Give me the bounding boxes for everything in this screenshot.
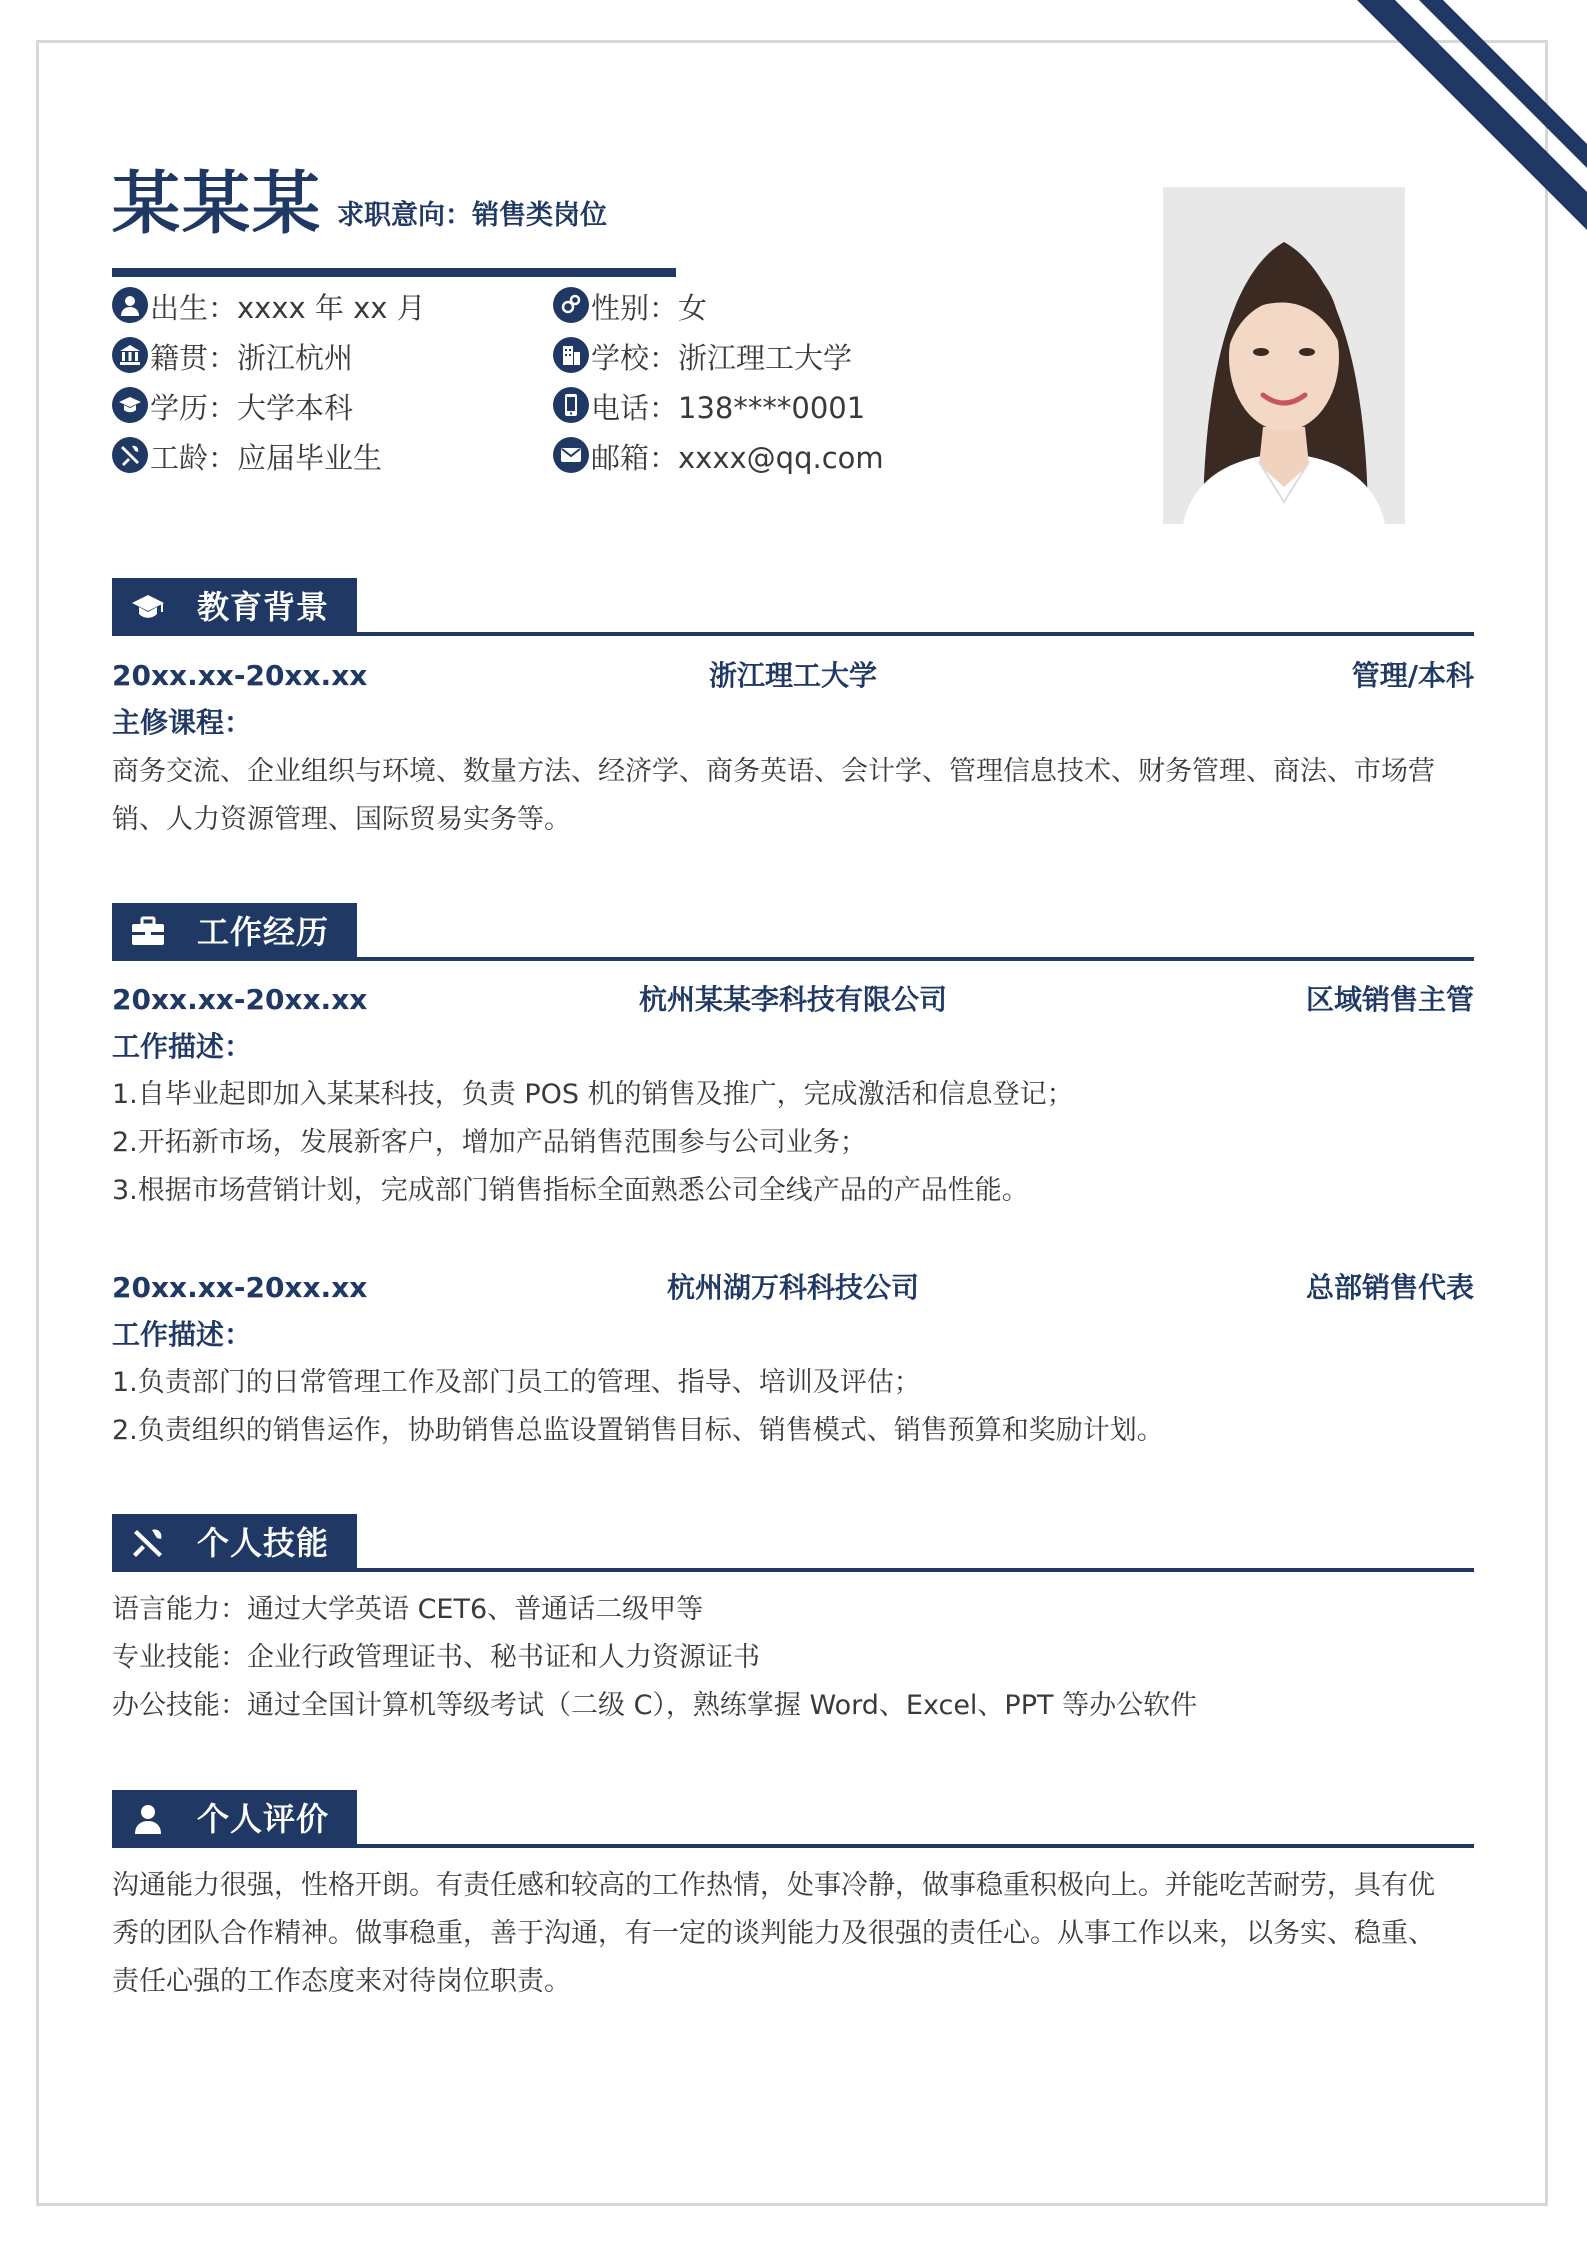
- section-header-evaluation: [112, 1790, 1474, 1850]
- info-birth: 出生：xxxx 年 xx 月: [112, 286, 426, 330]
- section-title: 工作经历: [197, 913, 330, 951]
- job-desc-item: 3.根据市场营销计划，完成部门销售指标全面熟悉公司全线产品的产品性能。: [112, 1175, 1029, 1206]
- graduation-cap-icon: [130, 591, 166, 623]
- job-desc-item: 1.自毕业起即加入某某科技，负责 POS 机的销售及推广，完成激活和信息登记；: [112, 1079, 1074, 1110]
- section-rule: [112, 632, 1474, 636]
- skill-item: 语言能力：通过大学英语 CET6、普通话二级甲等: [112, 1594, 704, 1625]
- briefcase-icon: [130, 916, 166, 948]
- section-title: 个人评价: [197, 1800, 330, 1838]
- education-row: [112, 656, 1474, 696]
- job-company: 杭州某某李科技有限公司: [638, 983, 947, 1016]
- job-desc-item: 1.负责部门的日常管理工作及部门员工的管理、指导、培训及评估；: [112, 1367, 921, 1398]
- evaluation-text-line: 秀的团队合作精神。做事稳重，善于沟通，有一定的谈判能力及很强的责任心。从事工作以来，以务实、稳重、: [112, 1918, 1435, 1949]
- courses-text-line-1: 商务交流、企业组织与环境、数量方法、经济学、商务英语、会计学、管理信息技术、财务管理、商法、市场营: [112, 756, 1435, 787]
- evaluation-text-line: 责任心强的工作态度来对待岗位职责。: [112, 1966, 571, 1997]
- info-school: 学校：浙江理工大学: [553, 336, 852, 380]
- job-desc-label: 工作描述：: [112, 1030, 253, 1063]
- profile-photo: [1163, 187, 1405, 524]
- job-position: 总部销售代表: [1305, 1271, 1474, 1304]
- job-row: [112, 980, 1474, 1020]
- section-header-education: [112, 578, 1474, 638]
- job-desc-label: 工作描述：: [112, 1318, 253, 1351]
- courses-text-line-2: 销、人力资源管理、国际贸易实务等。: [112, 804, 571, 835]
- person-icon: [130, 1803, 166, 1835]
- courses-label: 主修课程：: [112, 706, 253, 739]
- section-tab: [112, 1514, 357, 1572]
- person-icon: [112, 287, 148, 323]
- job-period: 20xx.xx-20xx.xx: [112, 1271, 368, 1304]
- education-school: 浙江理工大学: [708, 659, 877, 692]
- phone-icon: [553, 387, 589, 423]
- job-desc-item: 2.负责组织的销售运作，协助销售总监设置销售目标、销售模式、销售预算和奖励计划。: [112, 1415, 1164, 1446]
- job-desc-item: 2.开拓新市场，发展新客户，增加产品销售范围参与公司业务；: [112, 1127, 867, 1158]
- info-experience: 工龄：应届毕业生: [112, 436, 382, 480]
- section-header-work: [112, 903, 1474, 963]
- info-education: 学历：大学本科: [112, 386, 353, 430]
- job-row: [112, 1268, 1474, 1308]
- candidate-name: 某某某: [112, 165, 323, 244]
- section-header-skills: [112, 1514, 1474, 1574]
- info-email: 邮箱：xxxx@qq.com: [553, 436, 884, 480]
- info-phone: 电话：138****0001: [553, 386, 865, 430]
- bank-icon: [112, 337, 148, 373]
- skill-item: 办公技能：通过全国计算机等级考试（二级 C），熟练掌握 Word、Excel、PPT 等办公软件: [112, 1690, 1198, 1721]
- building-icon: [553, 337, 589, 373]
- section-title: 教育背景: [197, 588, 330, 626]
- section-rule: [112, 957, 1474, 961]
- section-tab: [112, 578, 357, 636]
- job-period: 20xx.xx-20xx.xx: [112, 983, 368, 1016]
- graduation-cap-icon: [112, 387, 148, 423]
- education-period: 20xx.xx-20xx.xx: [112, 659, 368, 692]
- tools-icon: [130, 1527, 166, 1559]
- section-rule: [112, 1568, 1474, 1572]
- evaluation-text-line: 沟通能力很强，性格开朗。有责任感和较高的工作热情，处事冷静，做事稳重积极向上。并能吃苦耐劳，具有优: [112, 1870, 1435, 1901]
- mail-icon: [553, 437, 589, 473]
- info-hometown: 籍贯：浙江杭州: [112, 336, 353, 380]
- job-position: 区域销售主管: [1305, 983, 1474, 1016]
- info-gender: 性别：女: [553, 286, 707, 330]
- section-tab: [112, 1790, 357, 1848]
- section-tab: [112, 903, 357, 961]
- section-title: 个人技能: [197, 1524, 330, 1562]
- skill-item: 专业技能：企业行政管理证书、秘书证和人力资源证书: [112, 1642, 760, 1673]
- header-divider: [112, 268, 676, 277]
- section-rule: [112, 1844, 1474, 1848]
- job-company: 杭州湖万科科技公司: [666, 1271, 919, 1304]
- job-intent: 求职意向：销售类岗位: [337, 200, 607, 231]
- gender-icon: [553, 287, 589, 323]
- education-degree: 管理/本科: [1351, 659, 1474, 692]
- tools-icon: [112, 437, 148, 473]
